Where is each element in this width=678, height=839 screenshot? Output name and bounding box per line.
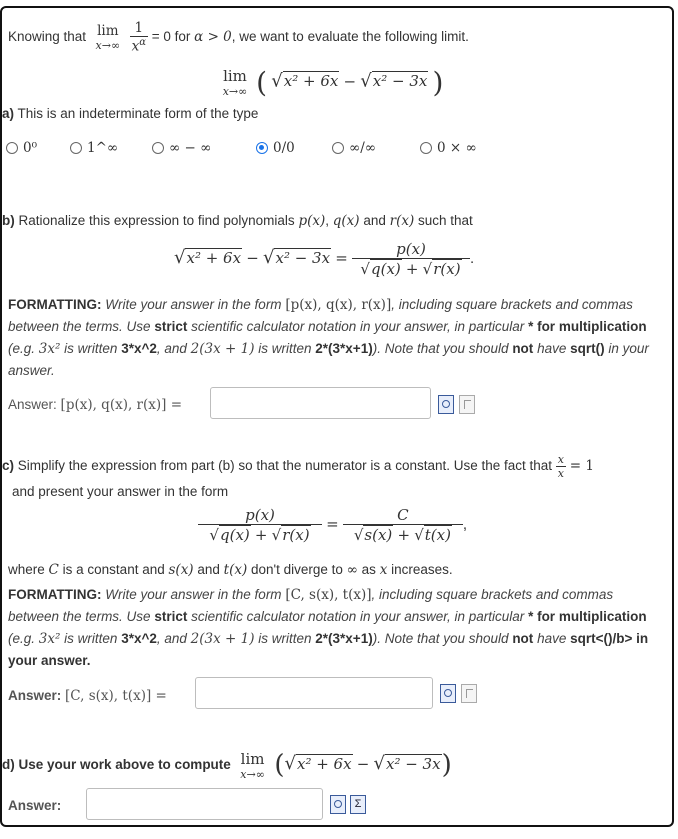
part-c-prompt: c) Simplify the expression from part (b) so that the numerator is a constant. Use the fact that $\frac{x}{x}$ = 1 [2, 453, 594, 480]
option-1-pow-inf[interactable]: 1^∞ [70, 140, 118, 156]
option-inf-minus-inf[interactable]: ∞ − ∞ [152, 140, 211, 156]
radio-button[interactable] [420, 142, 432, 154]
option-0-over-0[interactable]: 0/0 [256, 140, 295, 156]
part-c-answer-label: Answer: [C, s(x), t(x)] = [8, 688, 167, 704]
formula-help-icon[interactable] [461, 684, 477, 703]
option-inf-over-inf[interactable]: ∞/∞ [332, 140, 376, 156]
part-b-formatting: FORMATTING: Write your answer in the form [p(x), q(x), r(x)], including square brackets and commas between the terms. Use strict scientific calculator notation in your answer, in particular * for multiplication (e.g. 3x² is written 3*x^2, and 2(3x + 1) is written 2*(3*x+1)). Note that you should not have sqrt() in your answer. [8, 297, 649, 378]
part-d-expression: (√x² + 6x − √x² − 3x) [274, 750, 452, 781]
equation-editor-icon[interactable]: Σ [350, 795, 366, 814]
part-a-options [6, 140, 666, 160]
part-d-answer-input[interactable] [86, 788, 323, 820]
part-b-equation: √x² + 6x − √x² − 3x = $\frac{p(x)}{√q(x) + √r(x)}$ . [174, 240, 475, 278]
part-c-prompt-2: and present your answer in the form [12, 484, 229, 499]
part-d-answer-label: Answer: [8, 798, 62, 813]
radio-button[interactable] [152, 142, 164, 154]
part-c-formatting: FORMATTING: Write your answer in the form [C, s(x), t(x)], including square brackets and commas between the terms. Use strict scientific calculator notation in your answer, in particular * for multiplication (e.g. 3x² is written 3*x^2, and 2(3x + 1) is written 2*(3*x+1)). Note that you should not have sqrt<()/b> in your answer. [8, 587, 649, 668]
preview-icon[interactable] [330, 795, 346, 814]
option-0-times-inf[interactable]: 0 × ∞ [420, 140, 477, 156]
main-limit: lim x→∞ ( √x² + 6x − √x² − 3x ) [222, 66, 444, 99]
intro-line: Knowing that lim x→∞ $\frac{1}{x^\alpha}$ = 0 for α > 0, we want to evaluate the following limit. [8, 20, 469, 55]
preview-icon[interactable] [438, 395, 454, 414]
preview-icon[interactable] [440, 684, 456, 703]
part-b-answer-input[interactable] [210, 387, 431, 419]
question-panel [0, 6, 674, 827]
part-b-prompt: b) Rationalize this expression to find polynomials p(x), q(x) and r(x) such that [2, 213, 473, 229]
part-d-prompt: d) Use your work above to compute lim x→∞ (√x² + 6x − √x² − 3x) [2, 750, 452, 781]
part-b-answer-label: Answer: [p(x), q(x), r(x)] = [8, 397, 183, 413]
part-c-answer-input[interactable] [195, 677, 433, 709]
part-c-equation: $\frac{p(x)}{√q(x) + √r(x)}$ = $\frac{C}{√s(x) + √t(x)}$ , [198, 506, 467, 544]
intro-lim: lim x→∞ [95, 22, 121, 52]
radio-button[interactable] [332, 142, 344, 154]
formula-help-icon[interactable] [459, 395, 475, 414]
part-c-where: where C is a constant and s(x) and t(x) don't diverge to ∞ as x increases. [8, 562, 453, 578]
radio-button[interactable] [70, 142, 82, 154]
intro-fraction: $\frac{1}{x^\alpha}$ [131, 20, 146, 55]
radio-button-selected[interactable] [256, 142, 268, 154]
intro-text: Knowing that [8, 28, 87, 44]
option-0-pow-0[interactable]: 0⁰ [6, 140, 37, 156]
part-a-prompt: a) This is an indeterminate form of the type [2, 106, 259, 121]
radio-button[interactable] [6, 142, 18, 154]
